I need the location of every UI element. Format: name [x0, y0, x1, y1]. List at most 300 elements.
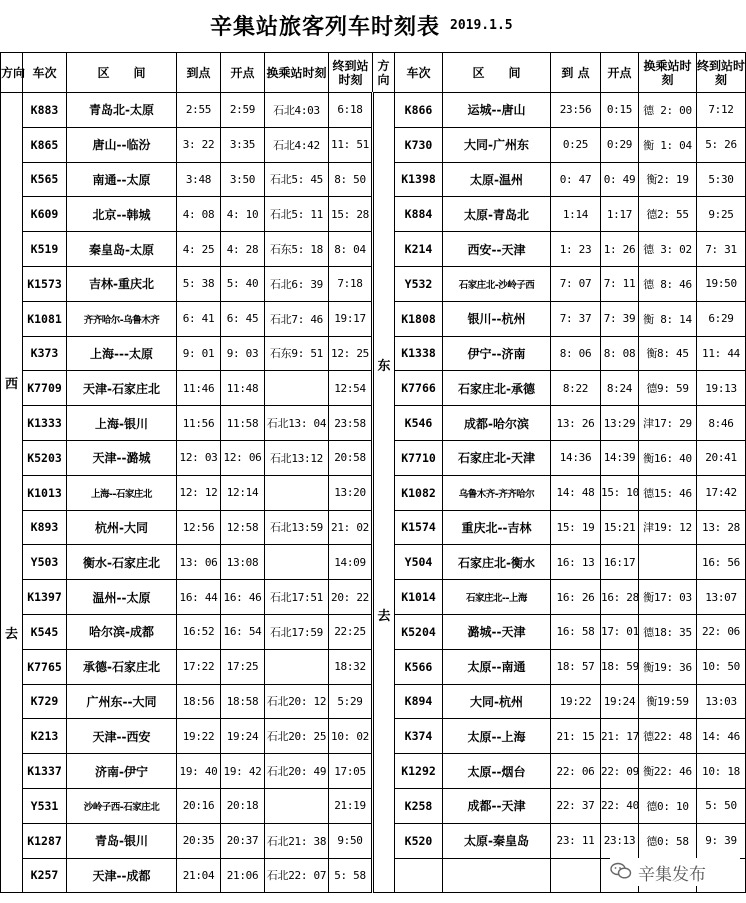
east-transfer-cell: 衡19: 36 [639, 649, 697, 684]
west-transfer-cell [265, 545, 329, 580]
east-arrive-cell: 18: 57 [551, 649, 601, 684]
east-train-cell: K1082 [395, 475, 443, 510]
east-terminal-cell: 19:50 [697, 266, 746, 301]
west-depart-cell: 20:37 [221, 823, 265, 858]
east-segment-cell: 西安--天津 [443, 232, 551, 267]
west-train-cell: K1013 [23, 475, 67, 510]
east-terminal-cell: 13:07 [697, 580, 746, 615]
west-transfer-cell: 石北21: 38 [265, 823, 329, 858]
west-arrive-cell: 5: 38 [177, 266, 221, 301]
east-terminal-cell: 14: 46 [697, 719, 746, 754]
west-train-cell: K1397 [23, 580, 67, 615]
east-train-cell: K374 [395, 719, 443, 754]
east-transfer-cell: 德0: 58 [639, 823, 697, 858]
east-arrive-cell: 16: 13 [551, 545, 601, 580]
west-depart-cell: 13:08 [221, 545, 265, 580]
west-segment-cell: 天津--成都 [67, 858, 177, 893]
east-segment-cell: 银川--杭州 [443, 301, 551, 336]
east-terminal-cell: 8:46 [697, 406, 746, 441]
east-arrive-cell: 1:14 [551, 197, 601, 232]
west-train-cell: K545 [23, 614, 67, 649]
east-depart-cell: 22: 40 [601, 788, 639, 823]
west-terminal-cell: 20:58 [329, 440, 373, 475]
east-transfer-cell: 德2: 55 [639, 197, 697, 232]
east-segment-cell: 石家庄北--上海 [443, 580, 551, 615]
west-terminal-cell: 19:17 [329, 301, 373, 336]
east-terminal-cell: 9:25 [697, 197, 746, 232]
east-segment-cell: 太原-温州 [443, 162, 551, 197]
west-transfer-cell [265, 788, 329, 823]
east-depart-cell: 16:17 [601, 545, 639, 580]
west-transfer-cell [265, 371, 329, 406]
west-train-cell: K7709 [23, 371, 67, 406]
direction-west-cell [1, 93, 23, 893]
west-arrive-cell: 19: 40 [177, 754, 221, 789]
east-segment-cell: 太原-青岛北 [443, 197, 551, 232]
east-terminal-cell: 16: 56 [697, 545, 746, 580]
col-header-terminal: 终到站时刻 [329, 53, 373, 93]
east-arrive-cell: 8:22 [551, 371, 601, 406]
west-arrive-cell: 21:04 [177, 858, 221, 893]
col-header-direction-right: 方向 [373, 53, 395, 93]
west-depart-cell: 2:59 [221, 93, 265, 128]
east-train-cell: Y532 [395, 266, 443, 301]
west-segment-cell: 广州东--大同 [67, 684, 177, 719]
west-arrive-cell: 18:56 [177, 684, 221, 719]
west-arrive-cell: 16:52 [177, 614, 221, 649]
west-transfer-cell: 石北5: 45 [265, 162, 329, 197]
east-depart-cell: 0: 49 [601, 162, 639, 197]
west-terminal-cell: 7:18 [329, 266, 373, 301]
west-terminal-cell: 20: 22 [329, 580, 373, 615]
west-depart-cell: 12:14 [221, 475, 265, 510]
west-arrive-cell: 20:16 [177, 788, 221, 823]
east-arrive-cell: 7: 37 [551, 301, 601, 336]
west-terminal-cell: 15: 28 [329, 197, 373, 232]
west-transfer-cell: 石北20: 49 [265, 754, 329, 789]
west-depart-cell: 4: 28 [221, 232, 265, 267]
west-transfer-cell: 石北22: 07 [265, 858, 329, 893]
east-depart-cell: 22: 09 [601, 754, 639, 789]
west-train-cell: K5203 [23, 440, 67, 475]
west-segment-cell: 沙岭子西-石家庄北 [67, 788, 177, 823]
east-transfer-cell [639, 545, 697, 580]
east-terminal-cell: 5: 50 [697, 788, 746, 823]
west-segment-cell: 上海--石家庄北 [67, 475, 177, 510]
east-train-cell: K1398 [395, 162, 443, 197]
east-train-cell: K5204 [395, 614, 443, 649]
wechat-logo-icon [610, 862, 632, 880]
west-depart-cell: 16: 54 [221, 614, 265, 649]
east-arrive-cell: 19:22 [551, 684, 601, 719]
west-terminal-cell: 23:58 [329, 406, 373, 441]
east-train-cell: K884 [395, 197, 443, 232]
east-arrive-cell: 14:36 [551, 440, 601, 475]
west-arrive-cell: 6: 41 [177, 301, 221, 336]
east-depart-cell: 14:39 [601, 440, 639, 475]
east-arrive-cell [551, 858, 601, 893]
west-depart-cell: 6: 45 [221, 301, 265, 336]
east-depart-cell: 0:29 [601, 127, 639, 162]
west-depart-cell: 5: 40 [221, 266, 265, 301]
direction-east-label-2: 去 [377, 609, 391, 624]
east-depart-cell: 19:24 [601, 684, 639, 719]
watermark [610, 858, 740, 886]
east-arrive-cell: 22: 06 [551, 754, 601, 789]
east-segment-cell [443, 858, 551, 893]
west-segment-cell: 北京--韩城 [67, 197, 177, 232]
east-transfer-cell: 德 8: 46 [639, 266, 697, 301]
col-header-terminal-right: 终到站时刻 [697, 53, 746, 93]
west-arrive-cell: 13: 06 [177, 545, 221, 580]
west-segment-cell: 天津-石家庄北 [67, 371, 177, 406]
east-terminal-cell: 13: 28 [697, 510, 746, 545]
east-transfer-cell: 德0: 10 [639, 788, 697, 823]
west-arrive-cell: 3:48 [177, 162, 221, 197]
west-train-cell: K1287 [23, 823, 67, 858]
west-segment-cell: 南通--太原 [67, 162, 177, 197]
east-transfer-cell: 衡22: 46 [639, 754, 697, 789]
west-segment-cell: 天津--潞城 [67, 440, 177, 475]
east-train-cell: K258 [395, 788, 443, 823]
west-arrive-cell: 9: 01 [177, 336, 221, 371]
east-segment-cell: 伊宁--济南 [443, 336, 551, 371]
col-header-train-right: 车次 [395, 53, 443, 93]
west-arrive-cell: 12:56 [177, 510, 221, 545]
east-arrive-cell: 0: 47 [551, 162, 601, 197]
west-terminal-cell: 9:50 [329, 823, 373, 858]
east-segment-cell: 运城--唐山 [443, 93, 551, 128]
east-transfer-cell: 衡 1: 04 [639, 127, 697, 162]
west-depart-cell: 12: 06 [221, 440, 265, 475]
west-transfer-cell: 石北4:03 [265, 93, 329, 128]
west-arrive-cell: 20:35 [177, 823, 221, 858]
east-depart-cell: 8: 08 [601, 336, 639, 371]
col-header-arrive: 到点 [177, 53, 221, 93]
east-train-cell: K520 [395, 823, 443, 858]
west-segment-cell: 承德-石家庄北 [67, 649, 177, 684]
west-depart-cell: 19:24 [221, 719, 265, 754]
west-transfer-cell: 石北20: 12 [265, 684, 329, 719]
east-arrive-cell: 7: 07 [551, 266, 601, 301]
west-segment-cell: 青岛北-太原 [67, 93, 177, 128]
west-transfer-cell: 石北4:42 [265, 127, 329, 162]
west-train-cell: Y531 [23, 788, 67, 823]
east-train-cell: K546 [395, 406, 443, 441]
west-segment-cell: 吉林-重庆北 [67, 266, 177, 301]
west-transfer-cell: 石北6: 39 [265, 266, 329, 301]
east-terminal-cell: 19:13 [697, 371, 746, 406]
east-terminal-cell: 7:12 [697, 93, 746, 128]
west-train-cell: K1573 [23, 266, 67, 301]
west-segment-cell: 齐齐哈尔-乌鲁木齐 [67, 301, 177, 336]
east-segment-cell: 成都--天津 [443, 788, 551, 823]
east-arrive-cell: 22: 37 [551, 788, 601, 823]
west-train-cell: K893 [23, 510, 67, 545]
east-segment-cell: 潞城--天津 [443, 614, 551, 649]
west-transfer-cell: 石北20: 25 [265, 719, 329, 754]
west-train-cell: K7765 [23, 649, 67, 684]
east-segment-cell: 石家庄北-衡水 [443, 545, 551, 580]
west-depart-cell: 21:06 [221, 858, 265, 893]
west-terminal-cell: 12: 25 [329, 336, 373, 371]
west-terminal-cell: 21: 02 [329, 510, 373, 545]
east-terminal-cell: 6:29 [697, 301, 746, 336]
east-arrive-cell: 13: 26 [551, 406, 601, 441]
east-arrive-cell: 14: 48 [551, 475, 601, 510]
east-train-cell: K214 [395, 232, 443, 267]
west-arrive-cell: 4: 25 [177, 232, 221, 267]
west-train-cell: K565 [23, 162, 67, 197]
col-header-segment-right: 区 间 [443, 53, 551, 93]
east-segment-cell: 太原--南通 [443, 649, 551, 684]
east-depart-cell: 1:17 [601, 197, 639, 232]
west-depart-cell: 18:58 [221, 684, 265, 719]
west-train-cell: K865 [23, 127, 67, 162]
east-arrive-cell: 23: 11 [551, 823, 601, 858]
west-segment-cell: 唐山--临汾 [67, 127, 177, 162]
east-segment-cell: 重庆北--吉林 [443, 510, 551, 545]
west-arrive-cell: 4: 08 [177, 197, 221, 232]
west-terminal-cell: 13:20 [329, 475, 373, 510]
west-arrive-cell: 19:22 [177, 719, 221, 754]
table-header-row [1, 53, 746, 93]
west-depart-cell: 4: 10 [221, 197, 265, 232]
east-arrive-cell: 8: 06 [551, 336, 601, 371]
east-transfer-cell: 衡17: 03 [639, 580, 697, 615]
west-arrive-cell: 3: 22 [177, 127, 221, 162]
west-arrive-cell: 11:46 [177, 371, 221, 406]
west-transfer-cell: 石北13: 04 [265, 406, 329, 441]
west-transfer-cell: 石北17:51 [265, 580, 329, 615]
west-train-cell: K1333 [23, 406, 67, 441]
east-depart-cell: 21: 17 [601, 719, 639, 754]
west-terminal-cell: 17:05 [329, 754, 373, 789]
east-segment-cell: 石家庄北-沙岭子西 [443, 266, 551, 301]
west-train-cell: K257 [23, 858, 67, 893]
west-segment-cell: 天津--西安 [67, 719, 177, 754]
east-segment-cell: 太原--上海 [443, 719, 551, 754]
west-depart-cell: 3:50 [221, 162, 265, 197]
east-segment-cell: 石家庄北-天津 [443, 440, 551, 475]
east-depart-cell: 13:29 [601, 406, 639, 441]
east-depart-cell: 15:21 [601, 510, 639, 545]
direction-west-label-2: 去 [4, 627, 18, 642]
west-terminal-cell: 6:18 [329, 93, 373, 128]
east-transfer-cell: 衡 8: 14 [639, 301, 697, 336]
east-transfer-cell: 衡8: 45 [639, 336, 697, 371]
east-arrive-cell: 16: 26 [551, 580, 601, 615]
east-train-cell: K7766 [395, 371, 443, 406]
east-depart-cell: 18: 59 [601, 649, 639, 684]
page-title: 辛集站旅客列车时刻表 [210, 14, 441, 40]
timetable [0, 52, 746, 893]
east-segment-cell: 大同-广州东 [443, 127, 551, 162]
east-depart-cell: 0:15 [601, 93, 639, 128]
west-segment-cell: 杭州-大同 [67, 510, 177, 545]
east-transfer-cell: 德 2: 00 [639, 93, 697, 128]
east-depart-cell: 7: 11 [601, 266, 639, 301]
east-segment-cell: 石家庄北-承德 [443, 371, 551, 406]
direction-east-label-1: 东 [377, 359, 391, 374]
east-segment-cell: 大同-杭州 [443, 684, 551, 719]
west-transfer-cell: 石北13:59 [265, 510, 329, 545]
col-header-depart-right: 开点 [601, 53, 639, 93]
west-depart-cell: 20:18 [221, 788, 265, 823]
east-depart-cell: 16: 28 [601, 580, 639, 615]
west-depart-cell: 9: 03 [221, 336, 265, 371]
east-train-cell: K1338 [395, 336, 443, 371]
west-segment-cell: 济南-伊宁 [67, 754, 177, 789]
east-segment-cell: 太原--烟台 [443, 754, 551, 789]
east-terminal-cell: 7: 31 [697, 232, 746, 267]
west-arrive-cell: 11:56 [177, 406, 221, 441]
direction-east-cell [373, 93, 395, 893]
west-transfer-cell [265, 475, 329, 510]
watermark-text: 辛集发布 [638, 865, 706, 885]
col-header-train: 车次 [23, 53, 67, 93]
table-row [1, 93, 746, 128]
west-terminal-cell: 10: 02 [329, 719, 373, 754]
col-header-depart: 开点 [221, 53, 265, 93]
west-train-cell: K519 [23, 232, 67, 267]
east-terminal-cell: 22: 06 [697, 614, 746, 649]
west-transfer-cell: 石北13:12 [265, 440, 329, 475]
east-arrive-cell: 23:56 [551, 93, 601, 128]
east-terminal-cell: 17:42 [697, 475, 746, 510]
east-depart-cell: 1: 26 [601, 232, 639, 267]
east-transfer-cell: 德 3: 02 [639, 232, 697, 267]
east-depart-cell: 15: 10 [601, 475, 639, 510]
west-terminal-cell: 5:29 [329, 684, 373, 719]
west-depart-cell: 12:58 [221, 510, 265, 545]
west-transfer-cell: 石北17:59 [265, 614, 329, 649]
west-train-cell: K883 [23, 93, 67, 128]
east-transfer-cell: 衡19:59 [639, 684, 697, 719]
col-header-segment: 区 间 [67, 53, 177, 93]
col-header-arrive-right: 到 点 [551, 53, 601, 93]
west-arrive-cell: 12: 12 [177, 475, 221, 510]
west-terminal-cell: 22:25 [329, 614, 373, 649]
east-arrive-cell: 15: 19 [551, 510, 601, 545]
east-terminal-cell: 10: 18 [697, 754, 746, 789]
west-depart-cell: 11:58 [221, 406, 265, 441]
east-transfer-cell: 德15: 46 [639, 475, 697, 510]
schedule-date: 2019.1.5 [450, 18, 513, 33]
west-terminal-cell: 8: 50 [329, 162, 373, 197]
west-arrive-cell: 2:55 [177, 93, 221, 128]
west-terminal-cell: 18:32 [329, 649, 373, 684]
east-transfer-cell: 德22: 48 [639, 719, 697, 754]
west-train-cell: K609 [23, 197, 67, 232]
west-terminal-cell: 5: 58 [329, 858, 373, 893]
west-terminal-cell: 12:54 [329, 371, 373, 406]
west-depart-cell: 19: 42 [221, 754, 265, 789]
col-header-transfer: 换乘站时刻 [265, 53, 329, 93]
west-depart-cell: 11:48 [221, 371, 265, 406]
west-terminal-cell: 11: 51 [329, 127, 373, 162]
east-depart-cell: 8:24 [601, 371, 639, 406]
east-segment-cell: 太原-秦皇岛 [443, 823, 551, 858]
west-transfer-cell: 石东9: 51 [265, 336, 329, 371]
east-transfer-cell: 德9: 59 [639, 371, 697, 406]
east-transfer-cell: 德18: 35 [639, 614, 697, 649]
west-transfer-cell: 石北7: 46 [265, 301, 329, 336]
west-transfer-cell [265, 649, 329, 684]
east-train-cell: K866 [395, 93, 443, 128]
east-depart-cell: 17: 01 [601, 614, 639, 649]
west-terminal-cell: 21:19 [329, 788, 373, 823]
east-transfer-cell: 衡2: 19 [639, 162, 697, 197]
west-segment-cell: 上海-银川 [67, 406, 177, 441]
east-transfer-cell: 津19: 12 [639, 510, 697, 545]
west-train-cell: K213 [23, 719, 67, 754]
east-terminal-cell: 5: 26 [697, 127, 746, 162]
east-terminal-cell: 20:41 [697, 440, 746, 475]
west-segment-cell: 温州--太原 [67, 580, 177, 615]
col-header-transfer-right: 换乘站时刻 [639, 53, 697, 93]
east-transfer-cell: 衡16: 40 [639, 440, 697, 475]
east-terminal-cell: 9: 39 [697, 823, 746, 858]
west-segment-cell: 哈尔滨-成都 [67, 614, 177, 649]
east-arrive-cell: 21: 15 [551, 719, 601, 754]
east-segment-cell: 乌鲁木齐-齐齐哈尔 [443, 475, 551, 510]
east-terminal-cell: 5:30 [697, 162, 746, 197]
west-depart-cell: 17:25 [221, 649, 265, 684]
east-depart-cell: 23:13 [601, 823, 639, 858]
east-train-cell: K1292 [395, 754, 443, 789]
west-train-cell: Y503 [23, 545, 67, 580]
direction-west-label-1: 西 [4, 377, 18, 392]
west-transfer-cell: 石东5: 18 [265, 232, 329, 267]
east-train-cell: K1014 [395, 580, 443, 615]
east-terminal-cell: 11: 44 [697, 336, 746, 371]
west-segment-cell: 青岛-银川 [67, 823, 177, 858]
col-header-direction: 方向 [1, 53, 23, 93]
east-arrive-cell: 1: 23 [551, 232, 601, 267]
east-train-cell: K894 [395, 684, 443, 719]
west-segment-cell: 衡水-石家庄北 [67, 545, 177, 580]
east-arrive-cell: 16: 58 [551, 614, 601, 649]
west-segment-cell: 秦皇岛-太原 [67, 232, 177, 267]
west-segment-cell: 上海---太原 [67, 336, 177, 371]
east-terminal-cell: 13:03 [697, 684, 746, 719]
west-depart-cell: 16: 46 [221, 580, 265, 615]
east-train-cell: K1808 [395, 301, 443, 336]
east-train-cell: K7710 [395, 440, 443, 475]
east-terminal-cell: 10: 50 [697, 649, 746, 684]
west-arrive-cell: 16: 44 [177, 580, 221, 615]
east-train-cell: Y504 [395, 545, 443, 580]
west-train-cell: K1337 [23, 754, 67, 789]
title-bar [0, 0, 745, 53]
east-depart-cell: 7: 39 [601, 301, 639, 336]
west-transfer-cell: 石北5: 11 [265, 197, 329, 232]
east-train-cell: K730 [395, 127, 443, 162]
west-train-cell: K729 [23, 684, 67, 719]
east-arrive-cell: 0:25 [551, 127, 601, 162]
west-depart-cell: 3:35 [221, 127, 265, 162]
east-segment-cell: 成都-哈尔滨 [443, 406, 551, 441]
east-train-cell [395, 858, 443, 893]
west-arrive-cell: 17:22 [177, 649, 221, 684]
east-transfer-cell: 津17: 29 [639, 406, 697, 441]
west-train-cell: K373 [23, 336, 67, 371]
west-terminal-cell: 8: 04 [329, 232, 373, 267]
east-train-cell: K1574 [395, 510, 443, 545]
east-train-cell: K566 [395, 649, 443, 684]
west-terminal-cell: 14:09 [329, 545, 373, 580]
